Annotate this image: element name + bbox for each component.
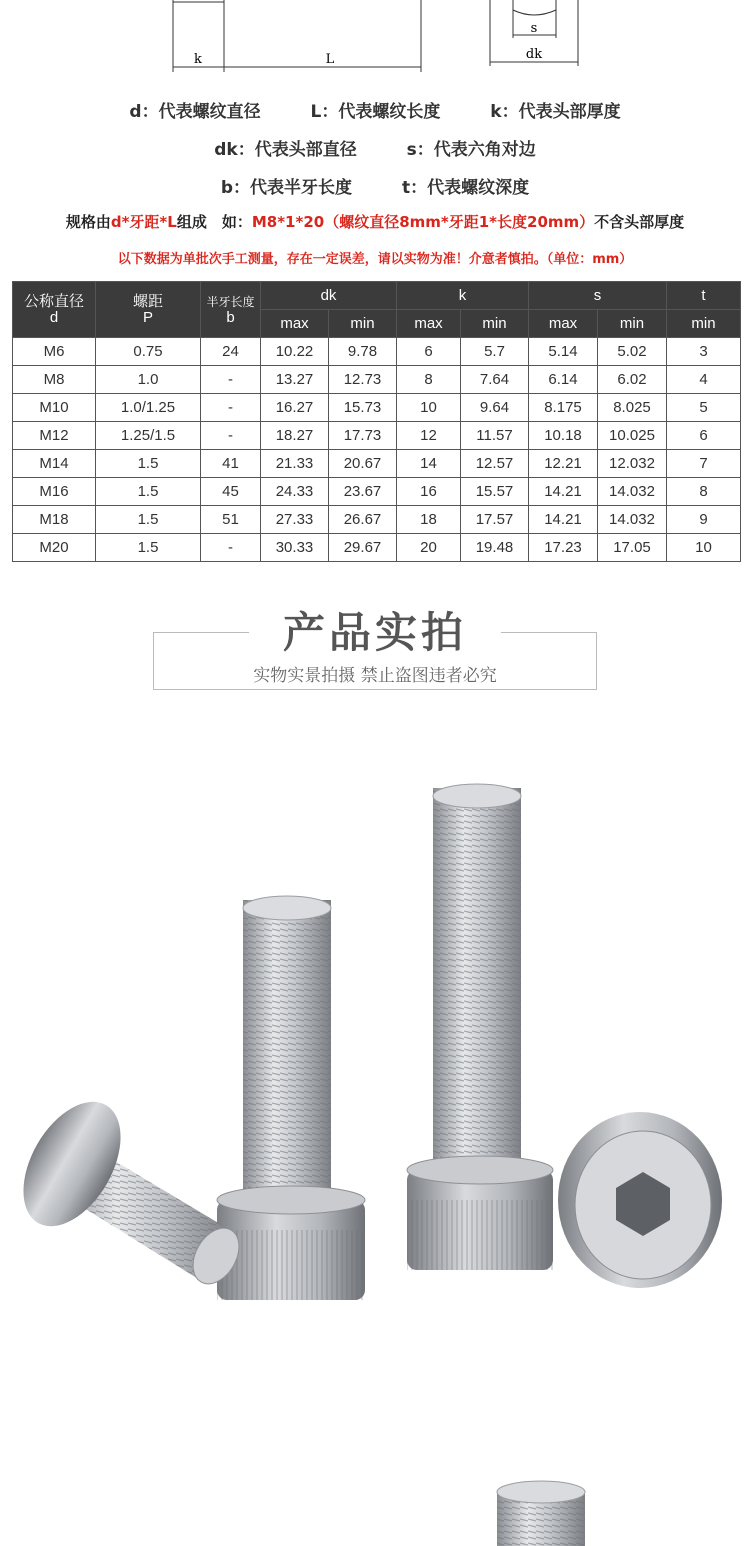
subheader-k-min: min xyxy=(461,310,529,338)
table-cell: 12 xyxy=(397,422,461,450)
spec-description xyxy=(0,211,750,232)
table-cell: 24.33 xyxy=(261,478,329,506)
table-cell: - xyxy=(201,534,261,562)
table-cell: M20 xyxy=(13,534,96,562)
header-d: 公称直径 d xyxy=(13,282,96,338)
table-cell: 1.5 xyxy=(96,534,201,562)
tall-screw xyxy=(407,784,553,1270)
label-L: L xyxy=(325,52,335,67)
legend-row-1 xyxy=(0,97,750,122)
table-cell: 27.33 xyxy=(261,506,329,534)
table-cell: M14 xyxy=(13,450,96,478)
legend-s: s：代表六角对边 xyxy=(406,140,536,160)
dimension-diagram xyxy=(0,0,750,90)
subheader-s-max: max xyxy=(529,310,598,338)
section-subheading: 实物实景拍摄 禁止盗图违者必究 xyxy=(253,666,497,686)
medium-screw xyxy=(217,896,365,1300)
table-cell: 0.75 xyxy=(96,338,201,366)
table-row xyxy=(13,422,741,450)
table-cell: 7 xyxy=(667,450,741,478)
table-cell: 13.27 xyxy=(261,366,329,394)
header-p: 螺距 P xyxy=(96,282,201,338)
table-cell: 10 xyxy=(667,534,741,562)
photo-section-title xyxy=(153,606,597,691)
label-dk: dk xyxy=(525,47,543,62)
table-cell: 14 xyxy=(397,450,461,478)
table-row xyxy=(13,394,741,422)
table-cell: 5.14 xyxy=(529,338,598,366)
header-t: t xyxy=(667,282,741,310)
subheader-t-min: min xyxy=(667,310,741,338)
table-cell: 6 xyxy=(397,338,461,366)
table-cell: 9 xyxy=(667,506,741,534)
legend-dk: dk：代表头部直径 xyxy=(214,140,357,160)
table-cell: 10.22 xyxy=(261,338,329,366)
table-cell: 45 xyxy=(201,478,261,506)
table-cell: 9.78 xyxy=(329,338,397,366)
table-row xyxy=(13,366,741,394)
table-cell: 3 xyxy=(667,338,741,366)
table-cell: M18 xyxy=(13,506,96,534)
header-dk: dk xyxy=(261,282,397,310)
table-cell: 6 xyxy=(667,422,741,450)
spec-table xyxy=(12,281,741,562)
table-cell: - xyxy=(201,422,261,450)
subheader-s-min: min xyxy=(598,310,667,338)
table-cell: 24 xyxy=(201,338,261,366)
table-cell: M8 xyxy=(13,366,96,394)
table-cell: 1.5 xyxy=(96,478,201,506)
table-cell: 18.27 xyxy=(261,422,329,450)
label-k: k xyxy=(194,52,202,67)
table-cell: 12.21 xyxy=(529,450,598,478)
legend-b: b：代表半牙长度 xyxy=(220,178,353,198)
table-cell: 21.33 xyxy=(261,450,329,478)
table-cell: 1.0 xyxy=(96,366,201,394)
legend-d: d：代表螺纹直径 xyxy=(129,102,261,122)
table-cell: 6.14 xyxy=(529,366,598,394)
table-cell: 10.025 xyxy=(598,422,667,450)
table-cell: 30.33 xyxy=(261,534,329,562)
table-cell: 14.032 xyxy=(598,478,667,506)
table-cell: 5.7 xyxy=(461,338,529,366)
table-row xyxy=(13,338,741,366)
table-cell: 14.21 xyxy=(529,478,598,506)
table-cell: 18 xyxy=(397,506,461,534)
table-cell: M12 xyxy=(13,422,96,450)
table-cell: 14.21 xyxy=(529,506,598,534)
subheader-dk-max: max xyxy=(261,310,329,338)
table-cell: 26.67 xyxy=(329,506,397,534)
label-s: s xyxy=(530,21,538,36)
table-row xyxy=(13,534,741,562)
table-cell: 4 xyxy=(667,366,741,394)
legend-row-3 xyxy=(0,173,750,198)
header-k: k xyxy=(397,282,529,310)
table-cell: 20.67 xyxy=(329,450,397,478)
table-cell: 1.0/1.25 xyxy=(96,394,201,422)
legend-t: t：代表螺纹深度 xyxy=(401,178,530,198)
spec-mid: 组成 如： xyxy=(176,213,252,231)
table-cell: 17.23 xyxy=(529,534,598,562)
section-heading: 产品实拍 xyxy=(282,608,467,657)
table-cell: 10 xyxy=(397,394,461,422)
table-cell: - xyxy=(201,394,261,422)
spec-suffix: 不含头部厚度 xyxy=(594,213,685,231)
table-cell: 15.57 xyxy=(461,478,529,506)
table-cell: 1.25/1.5 xyxy=(96,422,201,450)
table-cell: 12.73 xyxy=(329,366,397,394)
table-cell: 11.57 xyxy=(461,422,529,450)
subheader-dk-min: min xyxy=(329,310,397,338)
table-cell: 51 xyxy=(201,506,261,534)
spec-example: M8*1*20（螺纹直径8mm*牙距1*长度20mm） xyxy=(251,213,595,231)
table-cell: 41 xyxy=(201,450,261,478)
table-cell: 17.57 xyxy=(461,506,529,534)
table-cell: M6 xyxy=(13,338,96,366)
table-cell: 16.27 xyxy=(261,394,329,422)
table-cell: 8 xyxy=(397,366,461,394)
table-cell: 17.05 xyxy=(598,534,667,562)
table-cell: M16 xyxy=(13,478,96,506)
legend-L: L：代表螺纹长度 xyxy=(310,102,441,122)
table-row xyxy=(13,478,741,506)
screw-head-side xyxy=(173,0,224,2)
table-cell: 16 xyxy=(397,478,461,506)
table-cell: 7.64 xyxy=(461,366,529,394)
table-cell: 17.73 xyxy=(329,422,397,450)
table-cell: 29.67 xyxy=(329,534,397,562)
legend-row-2 xyxy=(0,135,750,160)
table-cell: 9.64 xyxy=(461,394,529,422)
table-cell: 1.5 xyxy=(96,506,201,534)
table-cell: 5 xyxy=(667,394,741,422)
table-cell: 15.73 xyxy=(329,394,397,422)
lying-screw xyxy=(3,1085,248,1292)
table-cell: 14.032 xyxy=(598,506,667,534)
measurement-note: 以下数据为单批次手工测量，存在一定误差，请以实物为准！介意者慎拍。（单位：mm） xyxy=(117,252,633,267)
table-cell: 23.67 xyxy=(329,478,397,506)
spec-formula: d*牙距*L xyxy=(110,213,177,231)
legend-k: k：代表头部厚度 xyxy=(490,102,621,122)
table-cell: 19.48 xyxy=(461,534,529,562)
product-photo xyxy=(0,760,750,1320)
table-cell: - xyxy=(201,366,261,394)
subheader-k-max: max xyxy=(397,310,461,338)
header-b: 半牙长度 b xyxy=(201,282,261,338)
spec-table-body xyxy=(13,338,741,562)
table-row xyxy=(13,506,741,534)
table-cell: 6.02 xyxy=(598,366,667,394)
table-cell: 20 xyxy=(397,534,461,562)
table-cell: 10.18 xyxy=(529,422,598,450)
product-photo-partial xyxy=(0,1470,750,1546)
header-s: s xyxy=(529,282,667,310)
table-cell: 12.57 xyxy=(461,450,529,478)
table-cell: 5.02 xyxy=(598,338,667,366)
head-view-screw xyxy=(558,1112,722,1288)
table-cell: 12.032 xyxy=(598,450,667,478)
table-cell: 1.5 xyxy=(96,450,201,478)
table-cell: 8.025 xyxy=(598,394,667,422)
table-cell: 8 xyxy=(667,478,741,506)
table-row xyxy=(13,450,741,478)
table-cell: M10 xyxy=(13,394,96,422)
spec-prefix: 规格由 xyxy=(65,213,111,231)
table-cell: 8.175 xyxy=(529,394,598,422)
